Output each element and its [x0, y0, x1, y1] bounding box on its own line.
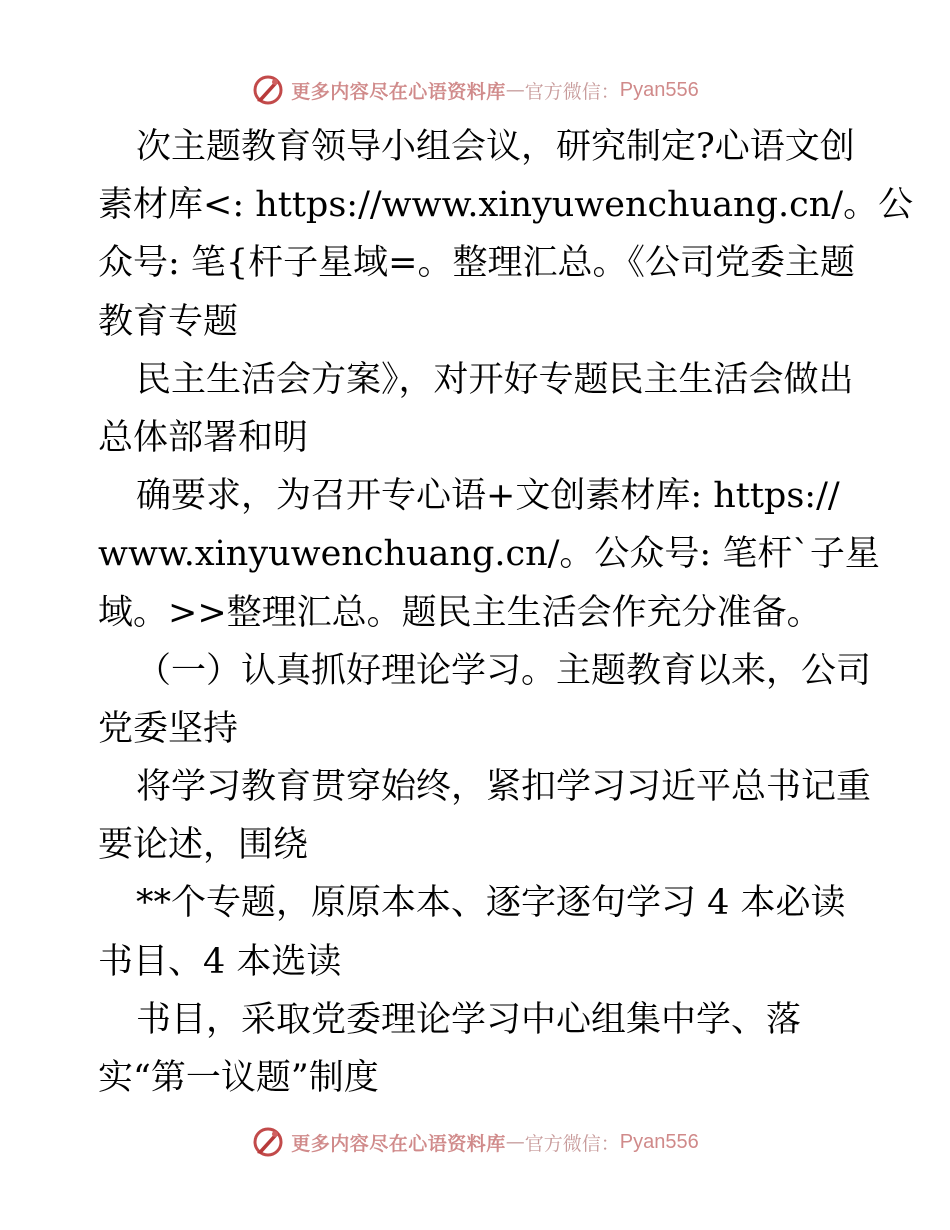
- text-line: 总体部署和明: [98, 417, 309, 458]
- text-line: 众号: 笔{杆子星域=。整理汇总。《公司党委主题: [98, 243, 856, 284]
- watermark-separator: —: [505, 79, 525, 101]
- text-line: 民主生活会方案》，对开好专题民主生活会做出: [136, 359, 854, 400]
- text-line: 教育专题: [98, 301, 239, 342]
- quill-logo-icon: [251, 73, 285, 107]
- watermark-text: 更多内容尽在心语资料库: [291, 1132, 506, 1155]
- watermark-label: 官方微信：: [524, 80, 620, 103]
- text-line: 确要求，为召开专心语+文创素材库: https://: [136, 476, 840, 517]
- footer-watermark: [0, 1122, 950, 1162]
- watermark-text: 更多内容尽在心语资料库: [291, 80, 506, 103]
- text-line: 要论述，围绕: [98, 825, 309, 866]
- text-line: （一）认真抓好理论学习。主题教育以来，公司: [136, 650, 872, 691]
- text-line: www.xinyuwenchuang.cn/。公众号: 笔杆`子星: [98, 534, 880, 575]
- text-line: 实“第一议题”制度: [98, 1058, 379, 1098]
- text-line: 书目、4 本选读: [98, 941, 342, 982]
- text-line: 素材库<: https://www.xinyuwenchuang.cn/。公: [98, 185, 914, 226]
- quill-logo-icon: [251, 1125, 285, 1159]
- text-line: 书目，采取党委理论学习中心组集中学、落: [136, 999, 802, 1040]
- text-line: 将学习教育贯穿始终，紧扣学习习近平总书记重: [136, 767, 872, 808]
- watermark-separator: —: [505, 1131, 525, 1153]
- watermark-wechat-id: Pyan556: [619, 78, 699, 101]
- watermark-wechat-id: Pyan556: [619, 1130, 699, 1153]
- text-line: **个专题，原原本本、逐字逐句学习 4 本必读: [136, 883, 846, 924]
- text-line: 次主题教育领导小组会议，研究制定?心语文创: [136, 127, 855, 167]
- text-line: 党委坚持: [98, 708, 239, 749]
- header-watermark: [0, 70, 950, 110]
- text-line: 域。>>整理汇总。题民主生活会作充分准备。: [98, 592, 822, 633]
- document-body: [98, 118, 914, 1107]
- watermark-label: 官方微信：: [524, 1132, 620, 1155]
